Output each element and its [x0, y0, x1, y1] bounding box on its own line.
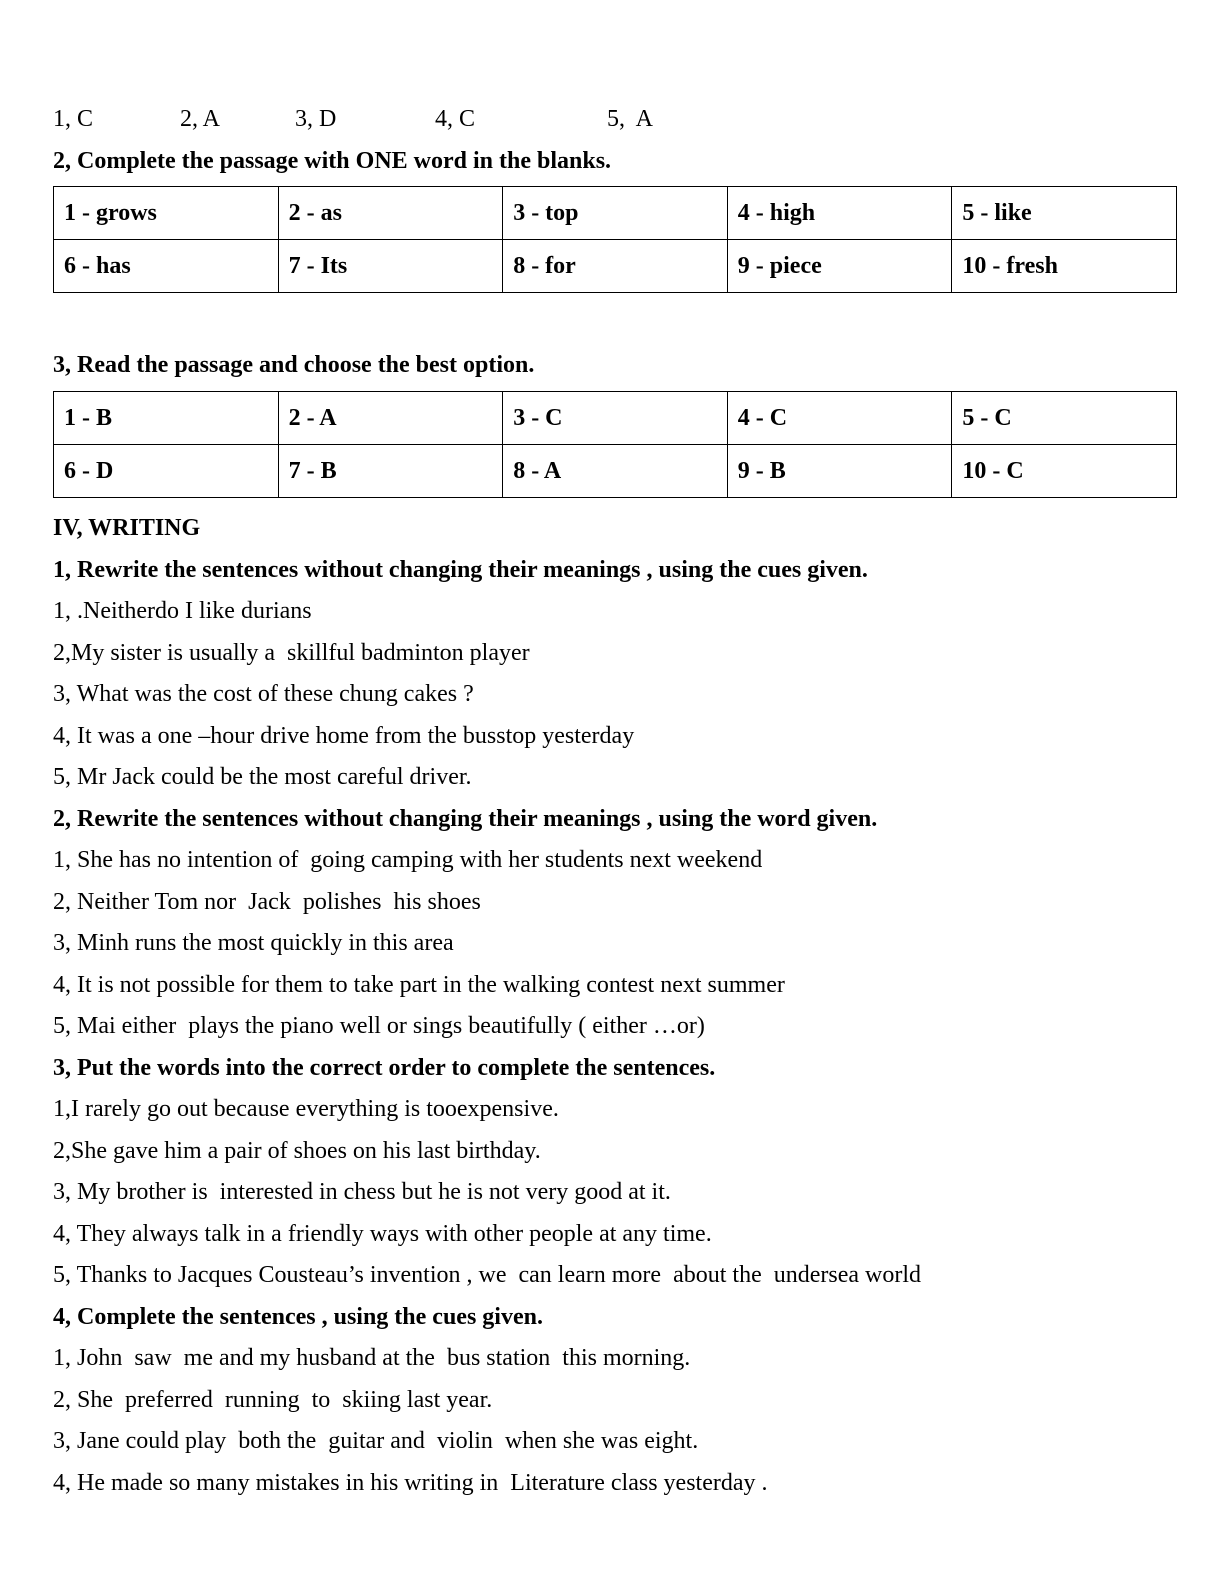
answer-2: 2, A [180, 106, 221, 132]
table-cell: 6 - has [54, 240, 279, 293]
table-cell: 3 - C [503, 392, 728, 445]
list-item: 1, John saw me and my husband at the bus station this morning. [53, 1345, 691, 1371]
table-cell: 6 - D [54, 445, 279, 498]
list-item: 1,I rarely go out because everything is tooexpensive. [53, 1096, 559, 1122]
answer-4: 4, C [435, 106, 476, 132]
answer-1: 1, C [53, 106, 94, 132]
table-cell: 5 - like [952, 187, 1177, 240]
answer-3: 3, D [295, 106, 337, 132]
table-row [54, 240, 1177, 293]
table-cell: 1 - grows [54, 187, 279, 240]
writing-part2-heading: 2, Rewrite the sentences without changing their meanings , using the word given. [53, 806, 878, 832]
list-item: 4, He made so many mistakes in his writing in Literature class yesterday . [53, 1470, 768, 1496]
section2-answer-table [53, 186, 1177, 293]
table-cell: 8 - A [503, 445, 728, 498]
section3-heading: 3, Read the passage and choose the best option. [53, 352, 535, 378]
list-item: 3, My brother is interested in chess but he is not very good at it. [53, 1179, 671, 1205]
table-cell: 4 - high [727, 187, 952, 240]
table-cell: 8 - for [503, 240, 728, 293]
list-item: 2,My sister is usually a skillful badminton player [53, 640, 530, 666]
list-item: 4, They always talk in a friendly ways with other people at any time. [53, 1221, 712, 1247]
writing-part4-heading: 4, Complete the sentences , using the cues given. [53, 1304, 543, 1330]
writing-part1-heading: 1, Rewrite the sentences without changing their meanings , using the cues given. [53, 557, 868, 583]
answer-5: 5, A [607, 106, 654, 132]
table-cell: 10 - fresh [952, 240, 1177, 293]
table-cell: 9 - B [727, 445, 952, 498]
list-item: 3, Jane could play both the guitar and violin when she was eight. [53, 1428, 699, 1454]
table-cell: 1 - B [54, 392, 279, 445]
table-cell: 10 - C [952, 445, 1177, 498]
table-cell: 2 - A [278, 392, 503, 445]
list-item: 5, Thanks to Jacques Cousteau’s invention , we can learn more about the undersea world [53, 1262, 921, 1288]
writing-title: IV, WRITING [53, 515, 201, 541]
list-item: 2,She gave him a pair of shoes on his last birthday. [53, 1138, 541, 1164]
list-item: 2, Neither Tom nor Jack polishes his shoes [53, 889, 481, 915]
table-cell: 4 - C [727, 392, 952, 445]
list-item: 2, She preferred running to skiing last year. [53, 1387, 493, 1413]
list-item: 3, Minh runs the most quickly in this area [53, 930, 454, 956]
table-row [54, 392, 1177, 445]
writing-part3-heading: 3, Put the words into the correct order to complete the sentences. [53, 1055, 716, 1081]
table-cell: 7 - Its [278, 240, 503, 293]
list-item: 4, It was a one –hour drive home from the busstop yesterday [53, 723, 635, 749]
list-item: 1, .Neitherdo I like durians [53, 598, 312, 624]
table-cell: 3 - top [503, 187, 728, 240]
table-cell: 9 - piece [727, 240, 952, 293]
list-item: 5, Mai either plays the piano well or sings beautifully ( either …or) [53, 1013, 705, 1039]
table-cell: 2 - as [278, 187, 503, 240]
table-row [54, 187, 1177, 240]
section3-answer-table [53, 391, 1177, 498]
list-item: 5, Mr Jack could be the most careful driver. [53, 764, 472, 790]
list-item: 1, She has no intention of going camping with her students next weekend [53, 847, 763, 873]
table-cell: 7 - B [278, 445, 503, 498]
list-item: 3, What was the cost of these chung cakes ? [53, 681, 474, 707]
list-item: 4, It is not possible for them to take part in the walking contest next summer [53, 972, 785, 998]
table-row [54, 445, 1177, 498]
table-cell: 5 - C [952, 392, 1177, 445]
section2-heading: 2, Complete the passage with ONE word in the blanks. [53, 148, 612, 174]
